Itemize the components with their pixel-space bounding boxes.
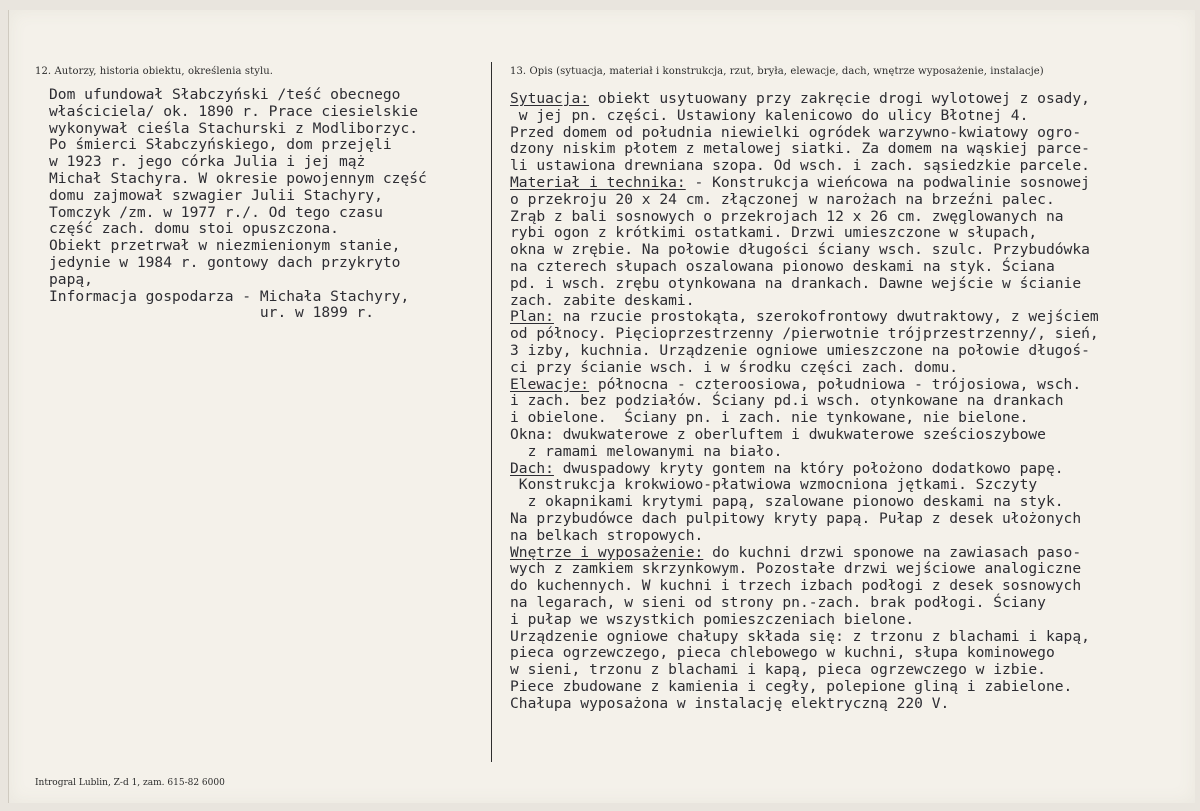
description-line-text: północna - czteroosiowa, południowa - trójosiowa, wsch. (589, 375, 1082, 393)
description-line (510, 141, 1099, 158)
description-line (510, 209, 1099, 226)
description-line (510, 494, 1099, 511)
section-label: Plan: (510, 308, 554, 326)
description-line-text: Na przybudówce dach pulpitowy kryty papą. Pułap z desek ułożonych (510, 509, 1082, 527)
section-label: Materiał i technika: (510, 173, 686, 191)
description-line-text: o przekroju 20 x 24 cm. złączonej w narożach na brzeźni palec. (510, 190, 1055, 208)
description-line (510, 225, 1099, 242)
description-line (510, 444, 1099, 461)
description-line (510, 545, 1099, 562)
description-line (510, 192, 1099, 209)
section-label: Sytuacja: (510, 90, 590, 107)
history-line: domu zajmował szwagier Julii Stachyry, (49, 186, 383, 204)
description-line-text: i obielone. Ściany pn. i zach. nie tynkowane, nie bielone. (510, 409, 1029, 427)
history-line: papą, (49, 270, 93, 288)
description-line-text: dzony niskim płotem z metalowej siatki. Za domem na wąskiej parce- (510, 140, 1090, 158)
history-line: właściciela/ ok. 1890 r. Prace ciesielskie (49, 102, 419, 120)
history-line: wykonywał cieśla Stachurski z Modliborzyc. (49, 119, 419, 137)
description-line (510, 696, 1099, 713)
description-text (510, 91, 1099, 712)
description-line-text: Urządzenie ogniowe chałupy składa się: z trzonu z blachami i kapą, (510, 627, 1090, 645)
description-line-text: w sieni, trzonu z blachami i kapą, pieca ogrzewczego w izbie. (510, 661, 1046, 679)
description-line-text: na czterech słupach oszalowana pionowo deskami na styk. Ściana (510, 257, 1055, 275)
description-line (510, 91, 1099, 108)
description-line-text: Piece zbudowane z kamienia i cegły, polepione gliną i zabielone. (510, 677, 1073, 695)
description-line (510, 679, 1099, 696)
description-line (510, 427, 1099, 444)
history-line: część zach. domu stoi opuszczona. (49, 220, 339, 238)
description-line-text: z ramami melowanymi na biało. (510, 442, 783, 460)
description-line-text: pd. i wsch. zrębu otynkowana na drankach. Dawne wejście w ścianie (510, 274, 1082, 292)
history-line: Po śmierci Słabczyńskiego, dom przejęli (49, 136, 392, 154)
history-line: Informacja gospodarza - Michała Stachyry, (49, 287, 410, 305)
section-13-header: 13. Opis (sytuacja, materiał i konstrukcja, rzut, bryła, elewacje, dach, wnętrze wyposażenie, instalacje) (510, 66, 1044, 77)
description-line-text: do kuchni drzwi sponowe na zawiasach paso- (703, 543, 1082, 561)
description-line-text: wych z zamkiem skrzynkowym. Pozostałe drzwi wejściowe analogiczne (510, 560, 1082, 578)
history-text (49, 87, 427, 322)
description-line (510, 645, 1099, 662)
description-line (510, 309, 1099, 326)
description-line-text: rybi ogon z krótkimi ostatkami. Drzwi umieszczone w słupach, (510, 224, 1038, 242)
description-line (510, 360, 1099, 377)
description-line (510, 242, 1099, 259)
description-line-text: Chałupa wyposażona w instalację elektryczną 220 V. (510, 694, 950, 712)
description-line-text: dwuspadowy kryty gontem na który położono dodatkowo papę. (553, 459, 1064, 477)
section-12-header: 12. Autorzy, historia obiektu, określenia stylu. (35, 66, 274, 77)
description-line-text: pieca ogrzewczego, pieca chlebowego w kuchni, słupa kominowego (510, 644, 1055, 662)
description-line (510, 528, 1099, 545)
description-line (510, 578, 1099, 595)
description-line-text: i pułap we wszystkich pomieszczeniach bielone. (510, 610, 915, 628)
description-line-text: ci przy ścianie wsch. i w środku części zach. domu. (510, 358, 959, 376)
description-line (510, 595, 1099, 612)
description-line-text: do kuchennych. W kuchni i trzech izbach podłogi z desek sosnowych (510, 577, 1082, 595)
description-line-text: w jej pn. części. Ustawiony kalenicowo do ulicy Błotnej 4. (510, 106, 1029, 124)
description-line (510, 158, 1099, 175)
description-line-text: na legarach, w sieni od strony pn.-zach. brak podłogi. Ściany (510, 593, 1046, 611)
section-label: Dach: (510, 459, 554, 477)
description-line (510, 393, 1099, 410)
description-line (510, 662, 1099, 679)
description-line-text: Zrąb z bali sosnowych o przekrojach 12 x 26 cm. zwęglowanych na (510, 207, 1064, 225)
history-line: Michał Stachyra. W okresie powojennym część (49, 169, 427, 187)
description-line (510, 511, 1099, 528)
description-line (510, 629, 1099, 646)
description-line-text: Konstrukcja krokwiowo-płatwiowa wzmocniona jętkami. Szczyty (510, 476, 1038, 494)
description-line-text: 3 izby, kuchnia. Urządzenie ogniowe umieszczone na połowie długoś- (510, 341, 1090, 359)
description-line (510, 125, 1099, 142)
description-line-text: na rzucie prostokąta, szerokofrontowy dwutraktowy, z wejściem (553, 308, 1099, 326)
description-line-text: i zach. bez podziałów. Ściany pd.i wsch. otynkowane na drankach (510, 392, 1064, 410)
description-line (510, 276, 1099, 293)
description-line (510, 326, 1099, 343)
description-line-text: li ustawiona drewniana szopa. Od wsch. i zach. sąsiedzkie parcele. (510, 157, 1090, 175)
description-line-text: od północy. Pięcioprzestrzenny /pierwotnie trójprzestrzenny/, sień, (510, 325, 1099, 343)
description-line-text: zach. zabite deskami. (510, 291, 695, 309)
history-line: Tomczyk /zm. w 1977 r./. Od tego czasu (49, 203, 383, 221)
description-line (510, 561, 1099, 578)
description-line (510, 175, 1099, 192)
description-line (510, 477, 1099, 494)
description-line (510, 343, 1099, 360)
section-label: Wnętrze i wyposażenie: (510, 543, 704, 561)
description-line-text: z okapnikami krytymi papą, szalowane pionowo deskami na styk. (510, 493, 1064, 511)
description-line-text: Przed domem od południa niewielki ogródek warzywno-kwiatowy ogro- (510, 123, 1082, 141)
history-line: Obiekt przetrwał w niezmienionym stanie, (49, 237, 401, 255)
history-line: Dom ufundował Słabczyński /teść obecnego (49, 86, 401, 103)
description-line-text: okna w zrębie. Na połowie długości ściany wsch. szulc. Przybudówka (510, 241, 1090, 259)
section-label: Elewacje: (510, 375, 590, 393)
printer-footer: Introgral Lublin, Z-d 1, zam. 615-82 6000 (35, 778, 225, 788)
description-line (510, 612, 1099, 629)
description-line-text: - Konstrukcja wieńcowa na podwalinie sosnowej (685, 173, 1090, 191)
description-line (510, 377, 1099, 394)
history-line: ur. w 1899 r. (49, 304, 375, 322)
column-divider (491, 62, 492, 762)
description-line (510, 461, 1099, 478)
description-line (510, 108, 1099, 125)
description-line (510, 410, 1099, 427)
description-line (510, 293, 1099, 310)
history-line: w 1923 r. jego córka Julia i jej mąż (49, 153, 366, 171)
description-line-text: obiekt usytuowany przy zakręcie drogi wylotowej z osady, (589, 90, 1090, 107)
description-line-text: Okna: dwukwaterowe z oberluftem i dwukwaterowe sześcioszybowe (510, 425, 1046, 443)
description-line-text: na belkach stropowych. (510, 526, 704, 544)
history-line: jedynie w 1984 r. gontowy dach przykryto (49, 253, 401, 271)
description-line (510, 259, 1099, 276)
